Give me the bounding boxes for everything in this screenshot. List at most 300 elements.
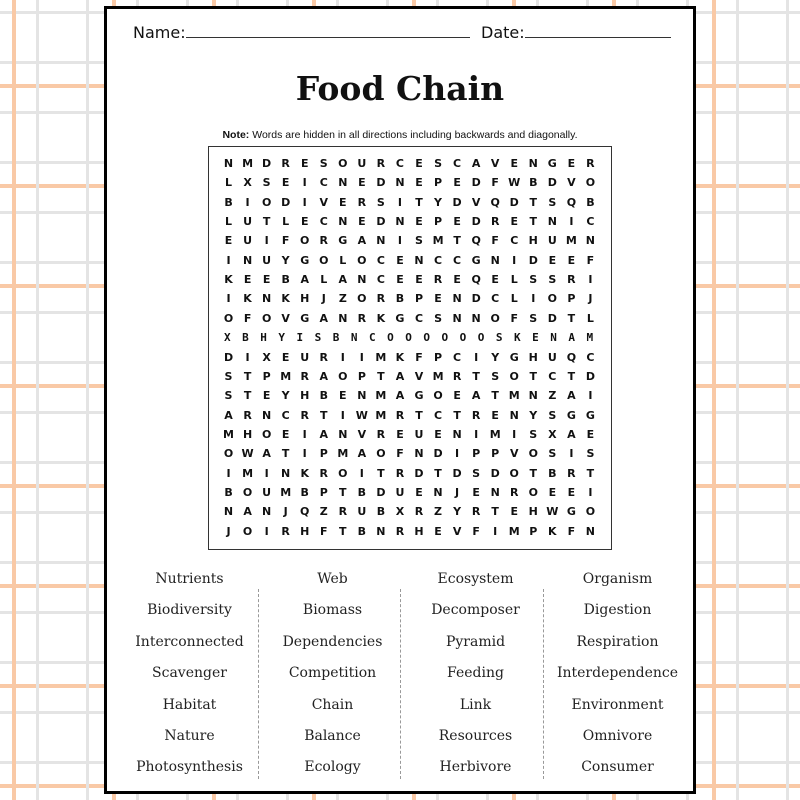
grid-letter: E xyxy=(434,524,442,538)
grid-letter: B xyxy=(548,466,557,480)
grid-letter: R xyxy=(319,234,328,248)
word-item: Decomposer xyxy=(431,602,520,619)
grid-letter: I xyxy=(359,350,364,364)
grid-letter: Y xyxy=(491,350,500,364)
grid-letter: M xyxy=(489,427,501,441)
grid-letter: T xyxy=(434,466,442,480)
grid-letter: U xyxy=(357,505,367,519)
grid-letter: K xyxy=(395,350,405,364)
grid-letter: D xyxy=(585,369,595,383)
grid-letter: N xyxy=(357,273,367,287)
grid-letter: F xyxy=(567,524,576,538)
grid-letter: U xyxy=(243,234,253,248)
word-column xyxy=(546,569,689,789)
grid-letter: C xyxy=(453,350,462,364)
grid-letter: Y xyxy=(453,505,462,519)
word-item: Scavenger xyxy=(152,665,227,682)
grid-letter: A xyxy=(567,389,576,403)
grid-letter: R xyxy=(300,369,309,383)
grid-letter: B xyxy=(319,389,328,403)
grid-letter: P xyxy=(491,447,500,461)
grid-letter: R xyxy=(395,466,405,480)
grid-letter: T xyxy=(529,369,538,383)
date-field xyxy=(481,23,671,42)
grid-letter: I xyxy=(588,273,593,287)
grid-letter: J xyxy=(283,505,288,519)
grid-letter: R xyxy=(357,195,367,209)
word-column xyxy=(261,569,404,789)
grid-letter: Q xyxy=(300,505,310,519)
word-item: Nature xyxy=(164,727,215,744)
grid-letter: A xyxy=(357,447,367,461)
grid-letter: M xyxy=(508,389,520,403)
grid-letter: K xyxy=(376,311,386,325)
grid-letter: F xyxy=(243,311,252,325)
grid-letter: L xyxy=(225,176,233,190)
grid-row xyxy=(219,289,600,308)
grid-letter: G xyxy=(566,408,576,422)
grid-letter: E xyxy=(548,485,557,499)
grid-letter: R xyxy=(471,408,481,422)
grid-letter: H xyxy=(414,524,424,538)
date-line xyxy=(525,23,671,38)
grid-letter: R xyxy=(567,273,576,287)
grid-letter: N xyxy=(528,157,538,170)
grid-letter: P xyxy=(434,350,443,364)
name-label: Name: xyxy=(133,23,186,42)
word-item: Feeding xyxy=(447,665,504,682)
grid-letter: S xyxy=(491,369,500,383)
grid-letter: Y xyxy=(281,389,290,403)
grid-letter: V xyxy=(357,427,367,441)
grid-letter: D xyxy=(490,466,500,480)
grid-letter: S xyxy=(529,311,538,325)
grid-letter: P xyxy=(567,292,576,306)
grid-letter: E xyxy=(396,253,404,267)
grid-letter: T xyxy=(281,447,290,461)
grid-letter: O xyxy=(223,447,234,461)
grid-letter: V xyxy=(509,447,519,461)
grid-letter: N xyxy=(452,311,462,325)
grid-letter: Q xyxy=(566,350,577,364)
grid-letter: L xyxy=(510,292,518,306)
grid-letter: A xyxy=(357,234,367,248)
grid-letter: A xyxy=(395,369,405,383)
grid-letter: N xyxy=(223,157,234,170)
grid-letter: G xyxy=(509,350,519,364)
grid-letter: B xyxy=(586,195,595,209)
grid-letter: U xyxy=(547,350,557,364)
grid-letter: U xyxy=(395,485,405,499)
word-search-grid xyxy=(208,146,612,550)
word-item: Dependencies xyxy=(282,633,383,650)
grid-letter: F xyxy=(472,524,480,538)
grid-letter: R xyxy=(452,369,462,383)
grid-letter: A xyxy=(471,157,481,170)
grid-letter: N xyxy=(242,253,253,267)
grid-letter: Z xyxy=(548,389,557,403)
grid-letter: D xyxy=(433,447,443,461)
note-text: Words are hidden in all directions including backwards and diagonally. xyxy=(249,129,578,141)
word-item: Habitat xyxy=(162,696,217,713)
grid-letter: I xyxy=(264,524,269,538)
grid-letter: J xyxy=(455,485,460,499)
grid-letter: R xyxy=(567,466,576,480)
grid-letter: T xyxy=(472,369,480,383)
grid-letter: I xyxy=(264,234,269,248)
grid-letter: B xyxy=(376,505,386,519)
word-item: Competition xyxy=(288,665,377,682)
grid-letter: E xyxy=(415,215,423,229)
grid-letter: I xyxy=(245,350,250,364)
grid-letter: D xyxy=(376,215,386,229)
grid-letter: E xyxy=(567,253,576,267)
grid-letter: M xyxy=(432,369,444,383)
grid-letter: U xyxy=(243,215,253,229)
grid-letter: D xyxy=(547,176,557,190)
grid-letter: R xyxy=(338,505,348,519)
grid-letter: D xyxy=(452,195,462,209)
grid-letter: N xyxy=(490,253,500,267)
grid-letter: T xyxy=(586,466,595,480)
grid-row xyxy=(219,348,600,367)
grid-letter: M xyxy=(337,447,349,461)
grid-letter: T xyxy=(243,369,252,383)
word-column xyxy=(118,569,261,789)
grid-letter: A xyxy=(395,389,405,403)
grid-letter: N xyxy=(338,427,348,441)
grid-letter: N xyxy=(376,234,386,248)
grid-letter: S xyxy=(319,157,328,170)
grid-letter: T xyxy=(529,215,538,229)
grid-letter: O xyxy=(528,447,538,461)
grid-letter: N xyxy=(528,389,538,403)
grid-letter: W xyxy=(508,176,521,190)
grid-letter: H xyxy=(528,350,538,364)
grid-letter: I xyxy=(588,389,593,403)
grid-letter: M xyxy=(223,427,234,441)
grid-letter: S xyxy=(224,369,233,383)
word-item: Environment xyxy=(571,696,664,713)
grid-letter: Y xyxy=(281,253,290,267)
grid-letter: X xyxy=(243,176,252,190)
grid-letter: T xyxy=(243,389,252,403)
grid-letter: T xyxy=(320,408,328,422)
grid-letter: T xyxy=(415,195,423,209)
grid-letter: R xyxy=(243,408,252,422)
grid-row xyxy=(219,425,600,444)
word-item: Ecology xyxy=(304,759,361,776)
grid-letter: H xyxy=(300,292,310,306)
grid-letter: K xyxy=(224,273,233,287)
grid-letter: B xyxy=(300,485,309,499)
grid-letter: G xyxy=(338,234,348,248)
grid-letter: D xyxy=(376,176,386,190)
grid-letter: B xyxy=(357,524,367,538)
grid-letter: D xyxy=(262,157,272,170)
grid-letter: U xyxy=(547,234,557,248)
word-item: Pyramid xyxy=(445,633,506,650)
grid-letter: I xyxy=(302,176,307,190)
grid-letter: G xyxy=(300,311,310,325)
word-column xyxy=(404,569,547,789)
grid-letter: T xyxy=(377,466,385,480)
grid-letter: T xyxy=(339,524,347,538)
grid-letter: E xyxy=(567,485,576,499)
grid-letter: Q xyxy=(490,195,500,209)
grid-letter: D xyxy=(547,311,557,325)
grid-letter: S xyxy=(434,157,442,170)
grid-letter: W xyxy=(355,408,368,422)
grid-letter: S xyxy=(548,195,557,209)
grid-letter: R xyxy=(490,215,500,229)
grid-letter: C xyxy=(491,292,500,306)
grid-letter: T xyxy=(453,234,461,248)
grid-letter: N xyxy=(223,505,234,519)
grid-row xyxy=(219,251,600,270)
grid-letter: R xyxy=(357,311,367,325)
grid-letter: F xyxy=(415,350,423,364)
grid-row xyxy=(219,154,600,173)
grid-letter: F xyxy=(510,311,518,325)
grid-letter: Z xyxy=(338,292,347,306)
note xyxy=(107,129,693,141)
grid-letter: E xyxy=(281,176,290,190)
grid-letter: O xyxy=(242,524,253,538)
grid-letter: D xyxy=(452,466,462,480)
grid-letter: F xyxy=(586,253,595,267)
note-label: Note: xyxy=(222,129,250,141)
grid-letter: C xyxy=(453,157,462,170)
grid-letter: T xyxy=(453,408,461,422)
grid-letter: E xyxy=(415,157,423,170)
grid-row xyxy=(219,483,600,502)
grid-letter: U xyxy=(414,427,424,441)
grid-letter: A xyxy=(471,389,481,403)
grid-letter: D xyxy=(509,195,519,209)
grid-letter: G xyxy=(566,505,576,519)
grid-letter: P xyxy=(262,369,271,383)
grid-letter: I xyxy=(397,195,402,209)
grid-letter: A xyxy=(300,273,309,287)
grid-letter: O xyxy=(357,253,367,267)
grid-letter: E xyxy=(281,350,290,364)
grid-letter: L xyxy=(510,273,518,287)
grid-letter: I xyxy=(264,466,269,480)
grid-letter: I xyxy=(302,447,307,461)
grid-letter: T xyxy=(377,369,385,383)
grid-letter: O xyxy=(261,195,272,209)
grid-letter: O xyxy=(223,311,234,325)
grid-letter: R xyxy=(414,505,424,519)
grid-letter: Y xyxy=(434,195,443,209)
grid-letter: Q xyxy=(471,234,481,248)
grid-letter: G xyxy=(547,157,557,170)
grid-letter: E xyxy=(262,389,271,403)
grid-letter: L xyxy=(225,215,233,229)
grid-letter: P xyxy=(357,369,366,383)
grid-row xyxy=(219,367,600,386)
grid-letter: M xyxy=(375,408,387,422)
grid-letter: T xyxy=(415,408,423,422)
grid-letter: X xyxy=(395,505,405,519)
grid-letter: E xyxy=(510,505,518,519)
grid-letter: B xyxy=(224,195,233,209)
grid-letter: C xyxy=(414,311,424,325)
grid-letter: C xyxy=(510,234,519,248)
grid-letter: O xyxy=(357,292,367,306)
grid-letter: C xyxy=(586,215,595,229)
grid-letter: I xyxy=(531,292,536,306)
grid-letter: X xyxy=(262,350,271,364)
grid-letter: U xyxy=(357,157,367,170)
grid-letter: S xyxy=(434,311,442,325)
grid-letter: E xyxy=(453,273,461,287)
grid-letter: W xyxy=(241,447,254,461)
grid-letter: C xyxy=(586,350,595,364)
grid-letter: I xyxy=(588,485,593,499)
grid-letter: S xyxy=(548,408,557,422)
grid-letter: E xyxy=(415,176,423,190)
grid-letter: I xyxy=(340,350,345,364)
grid-letter: D xyxy=(223,350,234,364)
grid-letter: I xyxy=(359,466,364,480)
grid-letter: I xyxy=(512,427,517,441)
grid-letter: E xyxy=(586,427,595,441)
grid-letter: C xyxy=(395,157,404,170)
grid-letter: N xyxy=(452,292,462,306)
grid-letter: D xyxy=(528,253,538,267)
grid-letter: G xyxy=(414,389,424,403)
grid-letter: S xyxy=(529,273,538,287)
grid-letter: Y xyxy=(529,408,538,422)
grid-letter: E xyxy=(300,157,309,170)
grid-letter: A xyxy=(319,427,329,441)
grid-letter: E xyxy=(358,176,366,190)
grid-letter: B xyxy=(357,485,367,499)
grid-letter: N xyxy=(262,505,272,519)
grid-letter: I xyxy=(245,195,250,209)
grid-letter: M xyxy=(280,369,292,383)
grid-letter: V xyxy=(490,157,500,170)
grid-letter: T xyxy=(529,195,538,209)
grid-letter: D xyxy=(471,176,481,190)
word-item: Omnivore xyxy=(582,727,653,744)
grid-letter: T xyxy=(339,485,347,499)
grid-letter: A xyxy=(243,505,252,519)
grid-letter: N xyxy=(395,215,405,229)
grid-letter: T xyxy=(567,311,576,325)
grid-letter: E xyxy=(300,215,309,229)
grid-letter: J xyxy=(588,292,593,306)
grid-letter: N xyxy=(262,408,272,422)
grid-letter: V xyxy=(281,311,290,325)
name-field xyxy=(133,23,470,42)
grid-letter: N xyxy=(452,427,462,441)
grid-letter: H xyxy=(300,389,310,403)
grid-letter: R xyxy=(433,273,443,287)
grid-letter: I xyxy=(226,253,231,267)
grid-letter: E xyxy=(224,234,233,248)
grid-letter: C xyxy=(434,408,443,422)
grid-letter: T xyxy=(491,389,499,403)
grid-letter: R xyxy=(319,350,328,364)
grid-letter: U xyxy=(262,485,272,499)
grid-letter: E xyxy=(472,485,480,499)
grid-letter: O xyxy=(547,292,557,306)
grid-letter: O xyxy=(242,485,253,499)
grid-letter: M xyxy=(375,389,387,403)
grid-letter: R xyxy=(300,408,309,422)
grid-letter: N xyxy=(471,311,481,325)
grid-letter: N xyxy=(585,234,596,248)
word-item: Organism xyxy=(582,571,653,587)
grid-letter: S xyxy=(262,176,271,190)
grid-letter: R xyxy=(281,524,290,538)
grid-letter: E xyxy=(243,273,252,287)
grid-letter: E xyxy=(491,408,499,422)
grid-letter: R xyxy=(281,157,290,170)
grid-letter: O xyxy=(376,447,386,461)
grid-letter: D xyxy=(414,466,424,480)
grid-letter: D xyxy=(281,195,291,209)
grid-letter: O xyxy=(585,176,596,190)
grid-letter: B xyxy=(529,176,538,190)
grid-letter: N xyxy=(338,176,348,190)
grid-letter: A xyxy=(224,408,233,422)
grid-letter: H xyxy=(528,505,538,519)
grid-letter: S xyxy=(548,447,557,461)
grid-letter: S xyxy=(472,466,481,480)
grid-letter: N xyxy=(395,176,405,190)
grid-letter: D xyxy=(471,215,481,229)
word-item: Chain xyxy=(311,696,354,713)
grid-letter: G xyxy=(300,253,310,267)
grid-row xyxy=(219,386,600,405)
grid-row: XBHYISBNCOOOOOOSKENAM xyxy=(224,331,605,345)
grid-letter: N xyxy=(338,215,348,229)
grid-row xyxy=(219,464,600,483)
grid-letter: O xyxy=(585,505,596,519)
grid-letter: I xyxy=(340,408,345,422)
grid-row xyxy=(219,212,600,231)
grid-letter: A xyxy=(319,369,329,383)
grid-letter: N xyxy=(585,524,596,538)
grid-letter: E xyxy=(453,176,461,190)
grid-letter: V xyxy=(319,195,329,209)
grid-letter: V xyxy=(414,369,424,383)
grid-row xyxy=(219,444,600,463)
grid-letter: E xyxy=(281,427,290,441)
grid-letter: N xyxy=(414,253,424,267)
grid-letter: E xyxy=(567,157,576,170)
grid-row xyxy=(219,309,600,328)
grid-letter: I xyxy=(493,524,498,538)
grid-letter: Q xyxy=(566,195,577,209)
word-item: Digestion xyxy=(583,602,652,619)
grid-letter: X xyxy=(548,427,557,441)
grid-letter: O xyxy=(261,311,272,325)
grid-letter: C xyxy=(376,253,385,267)
word-item: Nutrients xyxy=(155,571,224,587)
grid-letter: E xyxy=(339,389,347,403)
grid-letter: G xyxy=(471,253,481,267)
word-item: Photosynthesis xyxy=(136,759,243,776)
grid-letter: H xyxy=(528,234,538,248)
grid-letter: D xyxy=(471,292,481,306)
grid-letter: I xyxy=(397,234,402,248)
grid-letter: N xyxy=(376,524,386,538)
